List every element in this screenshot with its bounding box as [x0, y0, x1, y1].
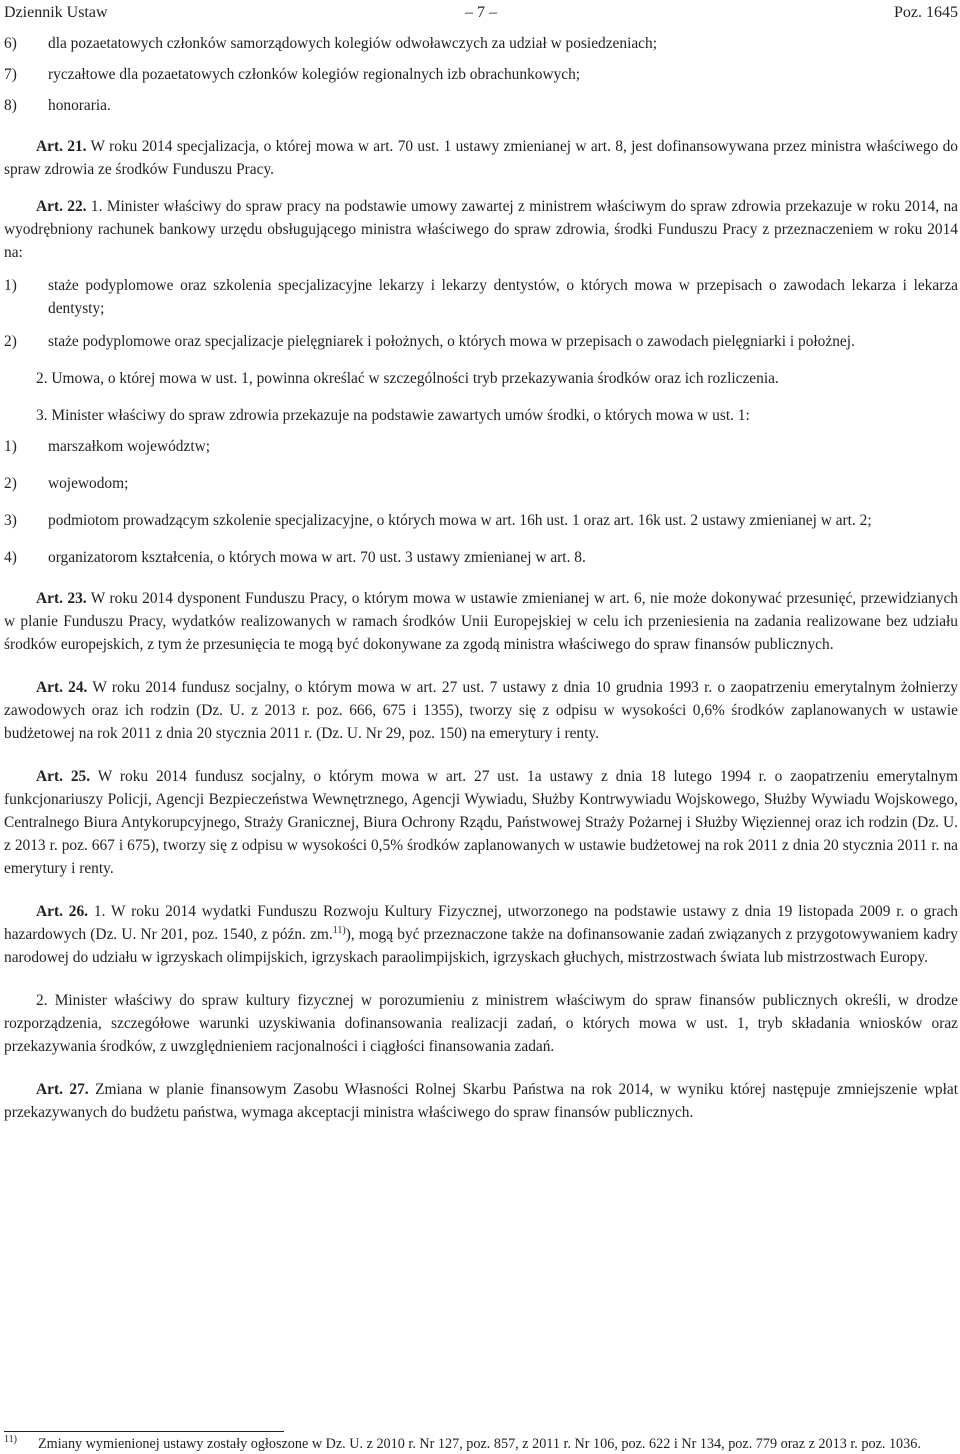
- list-item-number: 1): [4, 438, 17, 455]
- list-item-number: 1): [4, 277, 17, 294]
- list-item: [4, 274, 958, 320]
- article-23: [4, 587, 958, 656]
- list-item-text: staże podyplomowe oraz specjalizacje pielęgniarek i położnych, o których mowa w przepisach o zawodach pielęgniarki i położnej.: [48, 333, 855, 350]
- footnote: [4, 1434, 958, 1454]
- footnote-number: 11): [4, 1434, 17, 1445]
- article-text: 1. W roku 2014 wydatki Funduszu Rozwoju Kultury Fizycznej, utworzonego na podstawie ustawy z dnia 19 listopada 2009 r. o grach hazardowych (Dz. U. Nr 201, poz. 1540, z późn. zm.: [4, 903, 958, 943]
- article-text: W roku 2014 specjalizacja, o której mowa w art. 70 ust. 1 ustawy zmienianej w art. 8, jest dofinansowywana przez ministra właściwego do spraw zdrowia ze środków Funduszu Pracy.: [4, 138, 958, 178]
- article-text: Zmiana w planie finansowym Zasobu Własności Rolnej Skarbu Państwa na rok 2014, w wyniku której następuje zmniejszenie wpłat przekazywanych do budżetu państwa, wymaga akceptacji ministra właściwego do spraw finansów publicznych.: [4, 1081, 958, 1121]
- list-item-number: 2): [4, 475, 17, 492]
- article-label: Art. 22.: [36, 198, 87, 215]
- list-item-text: marszałkom województw;: [48, 438, 210, 455]
- position-number: Poz. 1645: [894, 4, 958, 21]
- list-item: [4, 509, 958, 532]
- article-24: [4, 676, 958, 745]
- list-item-number: 4): [4, 549, 17, 566]
- article-22-paragraph-2: 2. Umowa, o której mowa w ust. 1, powinna określać w szczególności tryb przekazywania środków oraz ich rozliczenia.: [36, 370, 779, 387]
- article-text: W roku 2014 fundusz socjalny, o którym mowa w art. 27 ust. 7 ustawy z dnia 10 grudnia 1993 r. o zaopatrzeniu emerytalnym żołnierzy zawodowych oraz ich rodzin (Dz. U. z 2013 r. poz. 666, 675 i 1355), tworzy się z odpisu w wysokości 0,6% środków zaplanowanych w ustawie budżetowej na rok 2011 z dnia 20 stycznia 2011 r. (Dz. U. Nr 29, poz. 150) na emerytury i renty.: [4, 679, 958, 742]
- article-label: Art. 23.: [36, 590, 87, 607]
- article-22-paragraph-3: 3. Minister właściwy do spraw zdrowia przekazuje na podstawie zawartych umów środki, o których mowa w ust. 1:: [36, 407, 750, 424]
- article-label: Art. 25.: [36, 768, 91, 785]
- footnote-separator: [4, 1431, 284, 1432]
- list-item: [4, 32, 958, 55]
- list-item-number: 2): [4, 333, 17, 350]
- list-item-text: dla pozaetatowych członków samorządowych kolegiów odwoławczych za udział w posiedzeniach;: [48, 35, 657, 52]
- list-item: [4, 330, 958, 353]
- article-25: [4, 765, 958, 880]
- article-22-paragraph-1: [4, 195, 958, 264]
- list-item-text: podmiotom prowadzącym szkolenie specjalizacyjne, o których mowa w art. 16h ust. 1 oraz art. 16k ust. 2 ustawy zmienianej w art. 2;: [48, 512, 872, 529]
- article-text: W roku 2014 dysponent Funduszu Pracy, o którym mowa w ustawie zmienianej w art. 6, nie może dokonywać przesunięć, przewidzianych w planie Funduszu Pracy, wydatków realizowanych w ramach środków Unii Europejskiej w celu ich przeniesienia na zadania realizowane bez udziału środków europejskich, z tym że przesunięcia te mogą być dokonywane za zgodą ministra właściwego do spraw finansów publicznych.: [4, 590, 958, 653]
- list-item-number: 6): [4, 35, 17, 52]
- page-number: – 7 –: [465, 4, 497, 21]
- list-item-number: 8): [4, 97, 17, 114]
- article-label: Art. 21.: [36, 138, 87, 155]
- article-text-continued: ), mogą być przeznaczone także na dofinansowanie zadań związanych z przygotowywaniem kadry narodowej do udziału w igrzyskach olimpijskich, igrzyskach paraolimpijskich, igrzyskach głuchych, mistrzostwach świata lub mistrzostwach Europy.: [4, 926, 958, 966]
- list-item-number: 7): [4, 66, 17, 83]
- article-21: [4, 135, 958, 181]
- list-item-text: staże podyplomowe oraz szkolenia specjalizacyjne lekarzy i lekarzy dentystów, o których mowa w przepisach o zawodach lekarza i lekarza dentysty;: [48, 277, 958, 317]
- article-label: Art. 27.: [36, 1081, 89, 1098]
- footnote-reference: 11): [332, 924, 346, 936]
- article-26-paragraph-2: 2. Minister właściwy do spraw kultury fizycznej w porozumieniu z ministrem właściwym do spraw finansów publicznych określi, w drodze rozporządzenia, szczegółowe warunki uzyskiwania dofinansowania realizacji zadań, o których mowa w ust. 1, tryb składania wniosków oraz przekazywania środków, z uwzględnieniem racjonalności i ciągłości finansowania zadań.: [4, 992, 958, 1055]
- footnote-text: Zmiany wymienionej ustawy zostały ogłoszone w Dz. U. z 2010 r. Nr 127, poz. 857, z 2011 r. Nr 106, poz. 622 i Nr 134, poz. 779 oraz z 2013 r. poz. 1036.: [38, 1436, 921, 1452]
- top-list: [4, 32, 958, 117]
- list-item: [4, 546, 958, 569]
- list-item: [4, 63, 958, 86]
- journal-title: Dziennik Ustaw: [4, 4, 108, 21]
- article-27: [4, 1078, 958, 1124]
- list-item-text: honoraria.: [48, 97, 111, 114]
- list-item-number: 3): [4, 512, 17, 529]
- article-label: Art. 24.: [36, 679, 88, 696]
- article-label: Art. 26.: [36, 903, 89, 920]
- list-item-text: ryczałtowe dla pozaetatowych członków kolegiów regionalnych izb obrachunkowych;: [48, 66, 581, 83]
- list-item-text: wojewodom;: [48, 475, 129, 492]
- article-text: W roku 2014 fundusz socjalny, o którym mowa w art. 27 ust. 1a ustawy z dnia 18 lutego 1994 r. o zaopatrzeniu emerytalnym funkcjonariuszy Policji, Agencji Bezpieczeństwa Wewnętrznego, Agencji Wywiadu, Służby Kontrwywiadu Wojskowego, Służby Wywiadu Wojskowego, Centralnego Biura Antykorupcyjnego, Straży Granicznej, Biura Ochrony Rządu, Państwowej Straży Pożarnej i Służby Więziennej oraz ich rodzin (Dz. U. z 2013 r. poz. 667 i 675), tworzy się z odpisu w wysokości 0,5% środków zaplanowanych w ustawie budżetowej na rok 2011 z dnia 20 stycznia 2011 r. na emerytury i renty.: [4, 768, 958, 877]
- article-26-paragraph-1: [4, 900, 958, 969]
- list-item: [4, 472, 958, 495]
- page-header: [4, 0, 958, 26]
- document-page: [4, 0, 958, 1124]
- list-item: [4, 435, 958, 458]
- list-item: [4, 94, 958, 117]
- article-text: 1. Minister właściwy do spraw pracy na podstawie umowy zawartej z ministrem właściwym do spraw zdrowia przekazuje w roku 2014, na wyodrębniony rachunek bankowy urzędu obsługującego ministra właściwego do spraw zdrowia, środki Funduszu Pracy z przeznaczeniem w roku 2014 na:: [4, 198, 958, 261]
- list-item-text: organizatorom kształcenia, o których mowa w art. 70 ust. 3 ustawy zmienianej w art. 8.: [48, 549, 586, 566]
